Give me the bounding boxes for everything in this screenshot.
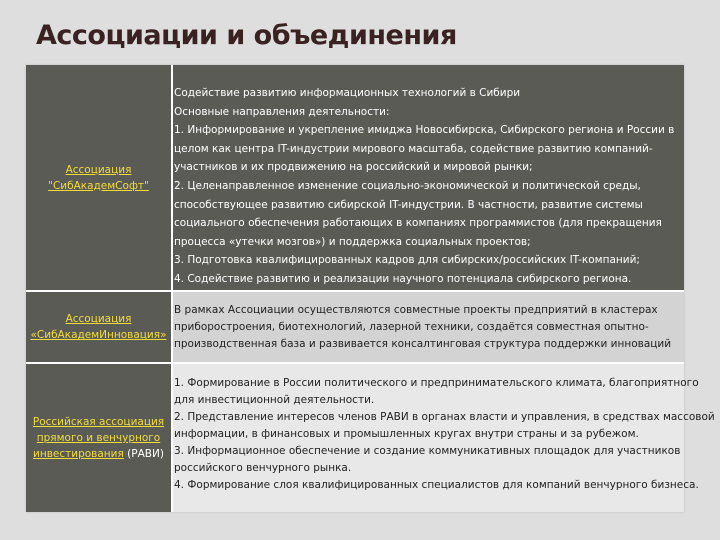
description-line: производственная база и развивается консалтинговая структура поддержки инноваций bbox=[174, 338, 672, 350]
association-name-cell bbox=[26, 65, 171, 290]
table-row bbox=[26, 65, 684, 290]
association-description bbox=[173, 292, 684, 362]
description-line: Содействие развитию информационных технологий в Сибири bbox=[174, 87, 521, 99]
description-line: 3. Подготовка квалифицированных кадров для сибирских/российских IT-компаний; bbox=[174, 254, 640, 267]
association-name-cell bbox=[26, 292, 171, 362]
description-line: для инвестиционной деятельности. bbox=[174, 394, 375, 406]
description-line: Основные направления деятельности: bbox=[174, 105, 390, 118]
association-link[interactable]: Российская ассоциация bbox=[32, 416, 165, 428]
association-name-cell bbox=[26, 364, 171, 512]
description-line: 4. Содействие развитию и реализации научного потенциала сибирского региона. bbox=[174, 272, 632, 285]
description-line: приборостроения, биотехнологий, лазерной техники, создаётся совместная опытно- bbox=[174, 321, 649, 333]
association-abbreviation: (РАВИ) bbox=[127, 448, 164, 460]
description-line: российского венчурного рынка. bbox=[174, 462, 352, 474]
associations-table bbox=[26, 65, 715, 512]
association-link[interactable]: Ассоциация bbox=[65, 313, 132, 325]
association-link[interactable]: Ассоциация bbox=[65, 163, 132, 176]
table-row bbox=[26, 364, 715, 512]
description-line: 2. Представление интересов членов РАВИ в органах власти и управления, в средствах массовой bbox=[174, 411, 715, 423]
description-line: участников и их продвижению на российский и мировой рынки; bbox=[174, 161, 533, 174]
association-link[interactable]: "СибАкадемСофт" bbox=[48, 179, 149, 192]
description-line: 3. Информационное обеспечение и создание коммуникативных площадок для участников bbox=[174, 445, 681, 457]
description-line: целом как центра IT-индустрии мирового масштаба, содействие развитию компаний- bbox=[174, 142, 653, 155]
association-description bbox=[173, 65, 684, 290]
association-link[interactable]: «СибАкадемИнновация» bbox=[30, 329, 167, 341]
description-line: процесса «утечки мозгов») и поддержка социальных проектов; bbox=[174, 235, 531, 248]
description-line: социального обеспечения работающих в компаниях программистов (для прекращения bbox=[174, 217, 662, 230]
table-row bbox=[26, 292, 684, 362]
description-line: В рамках Ассоциации осуществляются совместные проекты предприятий в кластерах bbox=[174, 304, 658, 316]
association-link[interactable]: инвестирования bbox=[33, 448, 124, 460]
description-line: 4. Формирование слоя квалифицированных специалистов для компаний венчурного бизнеса. bbox=[174, 479, 699, 491]
description-line: информации, в финансовых и промышленных кругах внутри страны и за рубежом. bbox=[174, 428, 639, 440]
description-line: способствующее развитию сибирской IT-индустрии. В частности, развитие системы bbox=[174, 198, 643, 211]
description-line: 1. Информирование и укрепление имиджа Новосибирска, Сибирского региона и России в bbox=[174, 124, 675, 137]
association-link[interactable]: прямого и венчурного bbox=[36, 432, 161, 444]
description-line: 1. Формирование в России политического и предпринимательского климата, благоприятного bbox=[174, 377, 699, 389]
association-description bbox=[173, 364, 715, 512]
page-title: Ассоциации и объединения bbox=[36, 20, 457, 51]
description-line: 2. Целенаправленное изменение социально-экономической и политической среды, bbox=[174, 179, 641, 192]
